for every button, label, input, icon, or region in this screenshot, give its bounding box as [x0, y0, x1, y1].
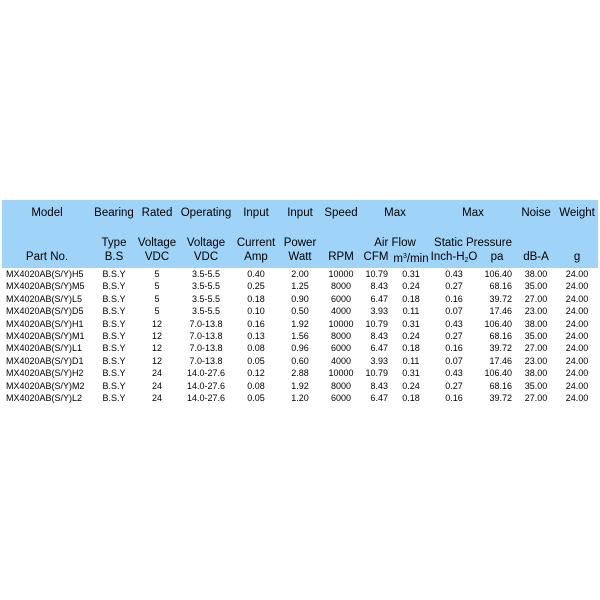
cell-operating-voltage: 7.0-13.8: [189, 343, 223, 354]
cell-pressure-pa: 39.72: [489, 293, 513, 304]
cell-input-current: 0.13: [247, 331, 265, 342]
spec-sheet: [2, 200, 598, 404]
cell-rated-voltage: 5: [154, 269, 160, 279]
cell-bearing-type: B.S.Y: [102, 380, 126, 391]
header-watt: Watt: [278, 250, 322, 268]
cell-airflow-cfm: 6.47: [370, 393, 388, 404]
cell-input-power: 1.25: [291, 281, 309, 292]
cell-part-no: MX4020AB(S/Y)H5: [6, 269, 84, 279]
cell-pressure-inch: 0.43: [445, 269, 463, 279]
col-weight: Weight: [556, 200, 598, 224]
cell-airflow-cfm: 6.47: [370, 343, 388, 354]
cell-operating-voltage: 3.5-5.5: [191, 269, 221, 279]
cell-weight-g: 24.00: [565, 306, 589, 317]
cell-part-no: MX4020AB(S/Y)D5: [6, 306, 84, 317]
cell-pressure-pa: 68.16: [489, 281, 513, 292]
cell-speed-rpm: 6000: [330, 293, 352, 304]
cell-noise-dba: 35.00: [524, 281, 548, 292]
table-row: [2, 293, 598, 305]
cell-airflow-m3min: 0.31: [402, 318, 420, 329]
cell-pressure-inch: 0.16: [445, 293, 463, 304]
cell-operating-voltage: 14.0-27.6: [186, 380, 226, 391]
table-row: [2, 280, 598, 292]
header-inch-h2o: [430, 250, 478, 268]
cell-operating-voltage: 3.5-5.5: [191, 306, 221, 317]
table-header: [2, 200, 598, 268]
cell-airflow-m3min: 0.18: [402, 343, 420, 354]
cell-weight-g: 24.00: [565, 393, 589, 404]
cell-noise-dba: 38.00: [524, 269, 548, 279]
cell-input-power: 0.50: [291, 306, 309, 317]
cell-input-current: 0.08: [247, 380, 265, 391]
table-row: [2, 367, 598, 379]
cell-part-no: MX4020AB(S/Y)M5: [6, 281, 85, 292]
cell-pressure-pa: 17.46: [489, 306, 513, 317]
header-air-flow: Air Flow: [360, 236, 430, 250]
cell-airflow-cfm: 10.79: [365, 368, 388, 379]
col-rated: Rated: [136, 200, 178, 224]
cell-input-current: 0.18: [247, 293, 265, 304]
cell-speed-rpm: 10000: [328, 368, 354, 379]
header-static-pressure: Static Pressure: [430, 236, 516, 250]
table-body: [2, 268, 598, 404]
cell-airflow-m3min: 0.11: [402, 355, 420, 366]
cell-input-current: 0.40: [247, 269, 265, 279]
cell-part-no: MX4020AB(S/Y)L5: [6, 293, 83, 304]
cell-pressure-inch: 0.27: [445, 281, 463, 292]
cell-input-power: 0.60: [291, 355, 309, 366]
cell-part-no: MX4020AB(S/Y)D1: [6, 355, 84, 366]
table-row: [2, 380, 598, 392]
cell-weight-g: 24.00: [565, 331, 589, 342]
cell-weight-g: 24.00: [565, 343, 589, 354]
cell-pressure-inch: 0.16: [445, 393, 463, 404]
cell-part-no: MX4020AB(S/Y)L1: [6, 343, 83, 354]
header-type: Type: [92, 236, 136, 250]
cell-airflow-m3min: 0.18: [402, 293, 420, 304]
cell-speed-rpm: 6000: [330, 393, 352, 404]
cell-pressure-inch: 0.27: [445, 331, 463, 342]
table-row: [2, 268, 598, 280]
cell-pressure-pa: 39.72: [489, 343, 513, 354]
cell-bearing-type: B.S.Y: [102, 318, 126, 329]
cell-pressure-inch: 0.43: [445, 318, 463, 329]
col-model: Model: [2, 200, 92, 224]
col-operating: Operating: [178, 200, 234, 224]
cell-airflow-cfm: 10.79: [365, 318, 388, 329]
cell-speed-rpm: 4000: [330, 355, 352, 366]
cell-weight-g: 24.00: [565, 293, 589, 304]
header-power: Power: [278, 236, 322, 250]
table-row: [2, 305, 598, 317]
cell-input-power: 1.20: [291, 393, 309, 404]
table-row: [2, 342, 598, 354]
table-row: [2, 318, 598, 330]
header-bs: B.S: [92, 250, 136, 268]
cell-speed-rpm: 8000: [330, 380, 352, 391]
cell-input-current: 0.05: [247, 393, 265, 404]
cell-airflow-cfm: 6.47: [370, 293, 388, 304]
cell-operating-voltage: 14.0-27.6: [186, 393, 226, 404]
cell-airflow-m3min: 0.24: [402, 281, 420, 292]
cell-airflow-m3min: 0.31: [402, 269, 420, 279]
header-current: Current: [234, 236, 278, 250]
cell-bearing-type: B.S.Y: [102, 355, 126, 366]
cell-bearing-type: B.S.Y: [102, 306, 126, 317]
cell-bearing-type: B.S.Y: [102, 269, 126, 279]
cell-airflow-cfm: 3.93: [370, 306, 388, 317]
header-part-no: Part No.: [2, 250, 92, 268]
cell-operating-voltage: 7.0-13.8: [189, 318, 223, 329]
cell-part-no: MX4020AB(S/Y)H1: [6, 318, 84, 329]
cell-pressure-pa: 68.16: [489, 331, 513, 342]
cell-rated-voltage: 12: [151, 331, 162, 342]
col-input-power: Input: [278, 200, 322, 224]
cell-input-power: 0.96: [291, 343, 309, 354]
header-dba: dB-A: [516, 250, 556, 268]
cell-pressure-inch: 0.16: [445, 343, 463, 354]
cell-weight-g: 24.00: [565, 355, 589, 366]
cell-operating-voltage: 7.0-13.8: [189, 355, 223, 366]
cell-speed-rpm: 10000: [328, 318, 354, 329]
cell-input-current: 0.12: [247, 368, 265, 379]
cell-pressure-inch: 0.27: [445, 380, 463, 391]
cell-airflow-m3min: 0.24: [402, 331, 420, 342]
cell-pressure-pa: 106.40: [484, 269, 513, 279]
cell-operating-voltage: 3.5-5.5: [191, 293, 221, 304]
col-bearing: Bearing: [92, 200, 136, 224]
cell-rated-voltage: 5: [154, 306, 160, 317]
cell-airflow-cfm: 8.43: [370, 281, 388, 292]
cell-noise-dba: 23.00: [524, 306, 548, 317]
header-m3min: [392, 250, 430, 268]
cell-weight-g: 24.00: [565, 269, 589, 279]
cell-part-no: MX4020AB(S/Y)L2: [6, 393, 83, 404]
cell-airflow-m3min: 0.31: [402, 368, 420, 379]
cell-speed-rpm: 4000: [330, 306, 352, 317]
inch-sub: 2: [464, 257, 469, 264]
cell-bearing-type: B.S.Y: [102, 393, 126, 404]
cell-weight-g: 24.00: [565, 318, 589, 329]
cell-pressure-inch: 0.07: [445, 306, 463, 317]
cell-input-power: 1.56: [291, 331, 309, 342]
cell-rated-voltage: 12: [151, 355, 162, 366]
m3min-sup: 3: [402, 253, 407, 260]
header-rated-vdc: VDC: [136, 250, 178, 268]
inch-base: Inch-H: [430, 251, 465, 263]
cell-bearing-type: B.S.Y: [102, 343, 126, 354]
cell-noise-dba: 27.00: [524, 293, 548, 304]
cell-speed-rpm: 10000: [328, 269, 354, 279]
cell-noise-dba: 27.00: [524, 393, 548, 404]
cell-speed-rpm: 8000: [330, 331, 352, 342]
cell-pressure-pa: 68.16: [489, 380, 513, 391]
cell-operating-voltage: 7.0-13.8: [189, 331, 223, 342]
cell-airflow-m3min: 0.11: [402, 306, 420, 317]
cell-rated-voltage: 5: [154, 281, 160, 292]
cell-airflow-cfm: 8.43: [370, 380, 388, 391]
cell-input-power: 1.92: [291, 318, 309, 329]
cell-input-current: 0.08: [247, 343, 265, 354]
cell-noise-dba: 38.00: [524, 368, 548, 379]
cell-rated-voltage: 12: [151, 318, 162, 329]
cell-speed-rpm: 8000: [330, 281, 352, 292]
cell-input-power: 1.92: [291, 380, 309, 391]
cell-pressure-pa: 39.72: [489, 393, 513, 404]
cell-pressure-inch: 0.07: [445, 355, 463, 366]
table-row: [2, 392, 598, 404]
header-op-vdc: VDC: [178, 250, 234, 268]
inch-tail: O: [468, 251, 478, 263]
cell-airflow-cfm: 10.79: [365, 269, 388, 279]
col-speed: Speed: [322, 200, 360, 224]
fan-spec-table: [2, 200, 598, 404]
cell-input-power: 0.90: [291, 293, 309, 304]
cell-input-power: 2.00: [291, 269, 309, 279]
cell-input-current: 0.05: [247, 355, 265, 366]
header-pa: pa: [478, 250, 516, 268]
cell-noise-dba: 35.00: [524, 331, 548, 342]
cell-speed-rpm: 6000: [330, 343, 352, 354]
header-cfm: CFM: [360, 250, 392, 268]
cell-input-current: 0.16: [247, 318, 265, 329]
cell-airflow-cfm: 8.43: [370, 331, 388, 342]
cell-input-current: 0.10: [247, 306, 265, 317]
cell-rated-voltage: 24: [151, 380, 162, 391]
cell-weight-g: 24.00: [565, 368, 589, 379]
cell-operating-voltage: 3.5-5.5: [191, 281, 221, 292]
cell-pressure-pa: 106.40: [484, 368, 513, 379]
cell-airflow-m3min: 0.24: [402, 380, 420, 391]
cell-weight-g: 24.00: [565, 380, 589, 391]
cell-rated-voltage: 24: [151, 368, 162, 379]
col-max-airflow: Max: [360, 200, 430, 224]
cell-noise-dba: 23.00: [524, 355, 548, 366]
table-row: [2, 355, 598, 367]
header-rated-voltage: Voltage: [137, 237, 177, 249]
cell-bearing-type: B.S.Y: [102, 293, 126, 304]
cell-bearing-type: B.S.Y: [102, 331, 126, 342]
cell-noise-dba: 27.00: [524, 343, 548, 354]
cell-noise-dba: 35.00: [524, 380, 548, 391]
cell-airflow-m3min: 0.18: [402, 393, 420, 404]
col-noise: Noise: [516, 200, 556, 224]
cell-part-no: MX4020AB(S/Y)M1: [6, 331, 85, 342]
cell-weight-g: 24.00: [565, 281, 589, 292]
cell-pressure-pa: 17.46: [489, 355, 513, 366]
cell-noise-dba: 38.00: [524, 318, 548, 329]
header-rpm: RPM: [322, 250, 360, 268]
cell-input-current: 0.25: [247, 281, 265, 292]
header-g: g: [556, 250, 598, 268]
cell-part-no: MX4020AB(S/Y)M2: [6, 380, 85, 391]
cell-rated-voltage: 24: [151, 393, 162, 404]
col-input-current: Input: [234, 200, 278, 224]
cell-input-power: 2.88: [291, 368, 309, 379]
m3min-base: m: [393, 253, 403, 265]
cell-operating-voltage: 14.0-27.6: [186, 368, 226, 379]
col-max-pressure: Max: [430, 200, 516, 224]
table-row: [2, 330, 598, 342]
header-op-voltage: Voltage: [178, 236, 234, 250]
header-amp: Amp: [234, 250, 278, 268]
cell-part-no: MX4020AB(S/Y)H2: [6, 368, 84, 379]
cell-pressure-inch: 0.43: [445, 368, 463, 379]
cell-airflow-cfm: 3.93: [370, 355, 388, 366]
m3min-tail: /min: [406, 253, 429, 265]
cell-bearing-type: B.S.Y: [102, 368, 126, 379]
cell-pressure-pa: 106.40: [484, 318, 513, 329]
cell-rated-voltage: 5: [154, 293, 160, 304]
cell-bearing-type: B.S.Y: [102, 281, 126, 292]
cell-rated-voltage: 12: [151, 343, 162, 354]
